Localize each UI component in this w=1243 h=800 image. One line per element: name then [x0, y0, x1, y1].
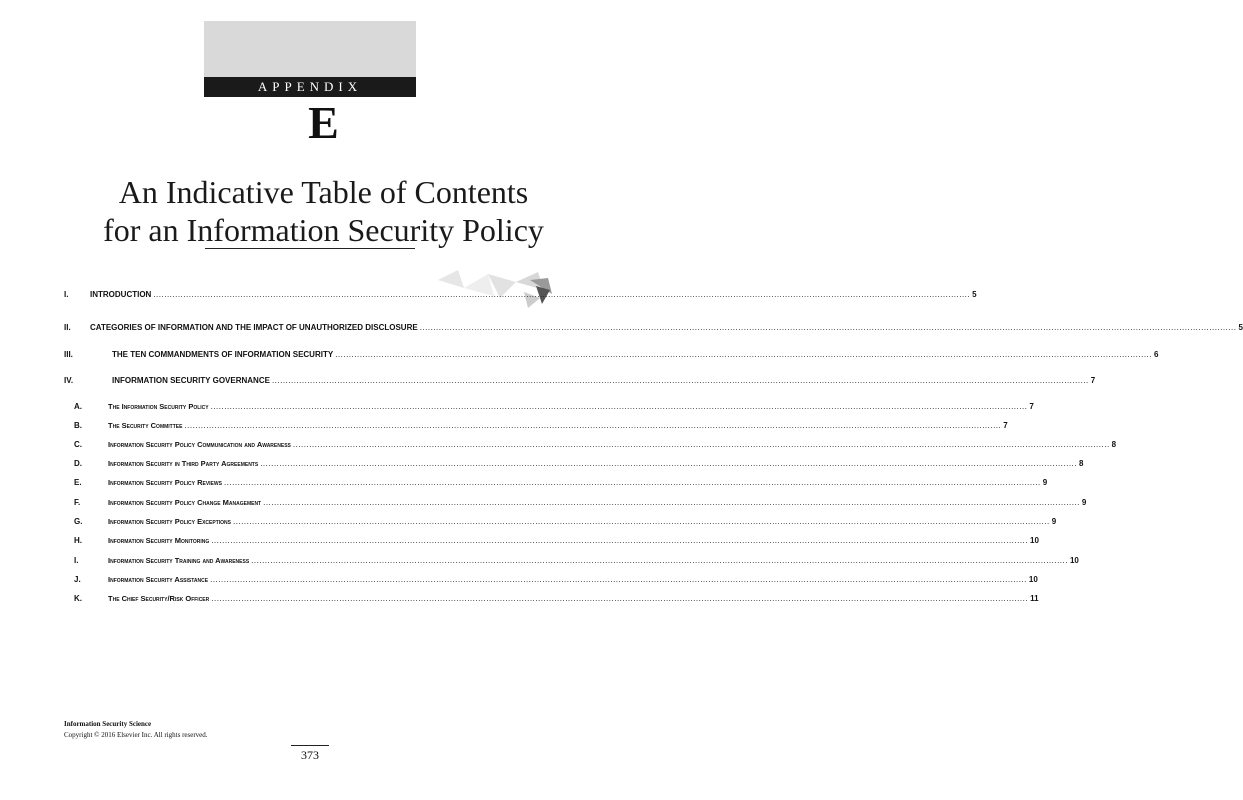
toc-entry-label: Information Security Monitoring [108, 536, 210, 545]
toc-entry-label: INTRODUCTION [90, 290, 152, 299]
toc-entry-number: III. [64, 350, 73, 359]
toc-entry [64, 421, 1008, 433]
toc-entry-page: 5 [1238, 323, 1243, 332]
toc-entry-label: Information Security Training and Awareness [108, 556, 250, 565]
toc-entry [64, 350, 1159, 362]
toc-entry-number: J. [74, 575, 81, 584]
appendix-letter: E [308, 97, 339, 148]
toc-entry [64, 594, 1039, 606]
toc-entry [64, 498, 1087, 510]
toc-entry-page: 6 [1153, 350, 1159, 359]
toc-entry [64, 290, 977, 302]
toc-entry-page: 10 [1030, 536, 1039, 545]
toc-leader-dots: ............................................................................................................................................................................................................................................................................................................ [263, 498, 1080, 507]
toc-entry [64, 478, 1048, 490]
toc-leader-dots: ............................................................................................................................................................................................................................................................................................................ [260, 459, 1077, 468]
toc-leader-dots: ............................................................................................................................................................................................................................................................................................................ [292, 440, 1110, 449]
toc-entry-label: Information Security Policy Reviews [108, 478, 222, 487]
toc-entry [64, 402, 1034, 414]
toc-leader-dots: ............................................................................................................................................................................................................................................................................................................ [210, 575, 1027, 584]
toc-entry-label: The Chief Security/Risk Officer [108, 594, 210, 603]
toc-entry-page: 7 [1003, 421, 1008, 430]
toc-leader-dots: ............................................................................................................................................................................................................................................................................................................ [210, 402, 1028, 411]
toc-entry-number: D. [74, 459, 82, 468]
toc-entry-number: C. [74, 440, 82, 449]
toc-entry-page: 7 [1029, 402, 1034, 411]
toc-entry-label: Information Security Policy Exceptions [108, 517, 231, 526]
toc-leader-dots: ............................................................................................................................................................................................................................................................................................................ [184, 421, 1002, 430]
toc-entry-label: THE TEN COMMANDMENTS OF INFORMATION SECURITY [112, 350, 334, 359]
toc-entry-label: The Information Security Policy [108, 402, 209, 411]
toc-entry-number: K. [74, 594, 82, 603]
toc-entry-number: IV. [64, 376, 74, 385]
toc-entry-label: Information Security Policy Change Management [108, 498, 262, 507]
chapter-title-line-2: for an Information Security Policy [103, 212, 544, 248]
toc-entry-page: 8 [1111, 440, 1117, 449]
toc-leader-dots: ............................................................................................................................................................................................................................................................................................................ [223, 478, 1041, 487]
toc-entry [64, 536, 1039, 548]
toc-entry-page: 5 [972, 290, 977, 299]
toc-leader-dots: ............................................................................................................................................................................................................................................................................................................ [251, 556, 1068, 565]
toc-entry [64, 556, 1079, 568]
toc-entry-number: II. [64, 323, 71, 332]
toc-entry-number: F. [74, 498, 81, 507]
toc-entry [64, 575, 1038, 587]
toc-leader-dots: ............................................................................................................................................................................................................................................................................................................ [211, 594, 1029, 603]
footer-copyright: Copyright © 2016 Elsevier Inc. All rights reserved. [64, 731, 208, 739]
toc-entry-number: A. [74, 402, 82, 411]
toc-entry [64, 459, 1084, 471]
toc-entry [64, 440, 1117, 452]
toc-entry-number: B. [74, 421, 82, 430]
toc-entry-page: 9 [1042, 478, 1048, 487]
chapter-title [0, 173, 647, 249]
page-number: 373 [301, 748, 319, 762]
toc-leader-dots: ............................................................................................................................................................................................................................................................................................................ [271, 376, 1089, 385]
toc-entry [64, 323, 1243, 335]
toc-leader-dots: ............................................................................................................................................................................................................................................................................................................ [419, 323, 1237, 332]
toc-entry-page: 10 [1069, 556, 1079, 565]
toc-entry-number: G. [74, 517, 83, 526]
toc-entry-page: 9 [1081, 498, 1087, 507]
toc-entry-number: I. [74, 556, 79, 565]
toc-entry-number: E. [74, 478, 82, 487]
toc-entry-page: 7 [1090, 376, 1096, 385]
toc-leader-dots: ............................................................................................................................................................................................................................................................................................................ [211, 536, 1028, 545]
appendix-label: APPENDIX [204, 77, 416, 97]
toc-leader-dots: ............................................................................................................................................................................................................................................................................................................ [335, 350, 1152, 359]
toc-entry-label: Information Security in Third Party Agreements [108, 459, 259, 468]
toc-entry-number: I. [64, 290, 69, 299]
toc-entry-label: INFORMATION SECURITY GOVERNANCE [112, 376, 270, 385]
toc-leader-dots: ............................................................................................................................................................................................................................................................................................................ [232, 517, 1050, 526]
toc-entry-label: Information Security Assistance [108, 575, 209, 584]
toc-entry-page: 10 [1028, 575, 1038, 584]
toc-entry [64, 517, 1057, 529]
toc-entry-page: 8 [1079, 459, 1084, 468]
toc-leader-dots: ............................................................................................................................................................................................................................................................................................................ [153, 290, 971, 299]
toc-entry-label: Information Security Policy Communication and Awareness [108, 440, 291, 449]
toc-entry [64, 376, 1096, 388]
footer-book-title: Information Security Science [64, 720, 152, 728]
page-number-rule [291, 745, 329, 746]
toc-entry-page: 9 [1051, 517, 1057, 526]
toc-entry-number: H. [74, 536, 82, 545]
appendix-header-block [204, 21, 416, 77]
toc-entry-label: CATEGORIES OF INFORMATION AND THE IMPACT OF UNAUTHORIZED DISCLOSURE [90, 323, 418, 332]
title-underline [205, 248, 415, 249]
toc-entry-page: 11 [1030, 594, 1039, 603]
toc-entry-label: The Security Committee [108, 421, 183, 430]
watermark-graphic [428, 268, 554, 310]
chapter-title-line-1: An Indicative Table of Contents [118, 174, 529, 210]
